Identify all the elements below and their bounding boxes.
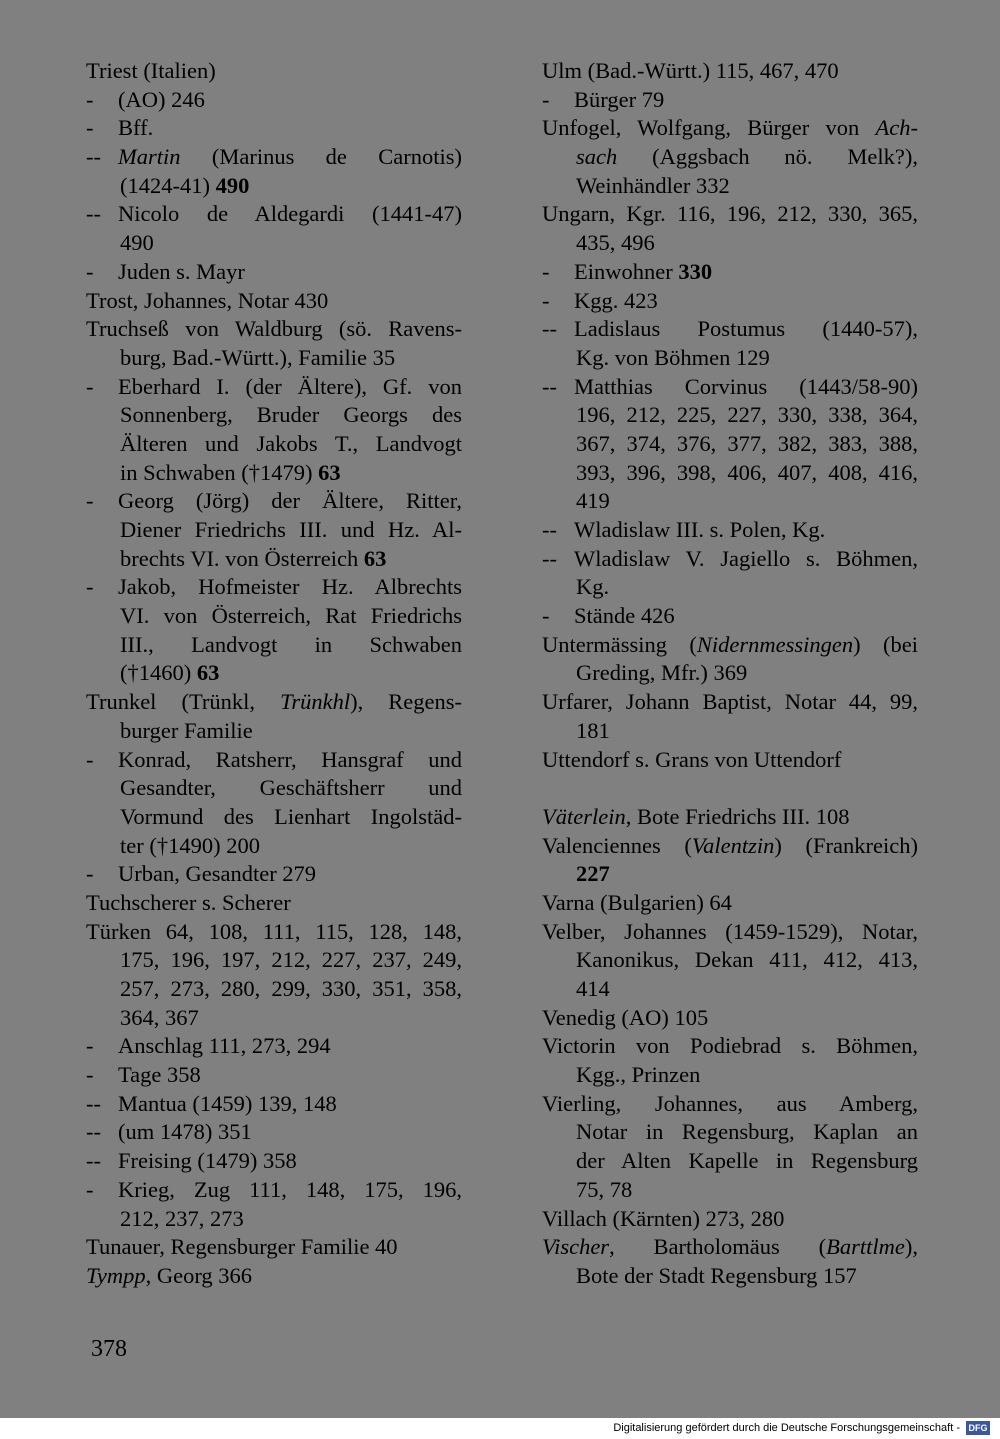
- index-entry: [86, 1233, 462, 1262]
- index-subentry: [86, 258, 462, 287]
- index-entry: [86, 688, 462, 717]
- index-entry: [542, 832, 918, 861]
- index-subentry: [86, 573, 462, 602]
- entry-text: (AO) 246: [118, 86, 205, 112]
- entry-text: Kanonikus, Dekan 411, 412, 413,: [576, 947, 918, 973]
- index-continuation: [542, 1118, 918, 1147]
- entry-text: Triest (Italien): [86, 58, 216, 83]
- blank-line: [542, 774, 918, 803]
- entry-text: 490: [120, 230, 154, 256]
- subentry-marker: -: [86, 488, 94, 514]
- index-continuation: [542, 229, 918, 258]
- entry-text: Mantua (1459) 139, 148: [118, 1090, 337, 1116]
- index-entry: [542, 631, 918, 660]
- entry-text: Tage 358: [118, 1062, 201, 1088]
- subentry-marker: -: [86, 574, 94, 600]
- index-continuation: [542, 860, 918, 889]
- subentry-marker: -: [542, 258, 550, 284]
- index-continuation: [86, 459, 462, 488]
- entry-text: Konrad, Ratsherr, Hansgraf und: [118, 746, 462, 772]
- index-subentry: [86, 1176, 462, 1205]
- index-entry: [86, 315, 462, 344]
- entry-text: Ulm (Bad.-Württ.) 115, 467, 470: [542, 58, 839, 83]
- index-subentry: [86, 200, 462, 229]
- entry-text: 75, 78: [576, 1176, 633, 1202]
- subentry-marker: -: [542, 86, 550, 112]
- subentry-marker: -: [86, 373, 94, 399]
- index-continuation: [86, 401, 462, 430]
- index-continuation: [542, 344, 918, 373]
- entry-text: 196, 212, 225, 227, 330, 338, 364,: [576, 402, 918, 428]
- entry-text: Juden s. Mayr: [118, 258, 245, 284]
- entry-text: 257, 273, 280, 299, 330, 351, 358,: [120, 976, 462, 1001]
- entry-text: Untermässing (Nidernmessingen) (bei: [542, 631, 918, 657]
- entry-text: Matthias Corvinus (1443/58-90): [574, 373, 918, 399]
- index-subentry: [86, 860, 462, 889]
- subentry-marker: --: [542, 517, 557, 542]
- index-continuation: [86, 430, 462, 459]
- index-continuation: [86, 774, 462, 803]
- index-entry: [542, 1205, 918, 1234]
- subentry-marker: -: [542, 603, 550, 629]
- entry-text: Bff.: [118, 115, 154, 141]
- entry-text: Urfarer, Johann Baptist, Notar 44, 99,: [542, 689, 918, 715]
- index-entry: [542, 114, 918, 143]
- subentry-marker: --: [542, 545, 557, 571]
- subentry-marker: --: [86, 144, 101, 170]
- index-entry: [86, 287, 462, 316]
- entry-text: 181: [576, 717, 610, 743]
- index-continuation: [86, 975, 462, 1004]
- subentry-marker: -: [86, 115, 94, 141]
- index-subentry: [542, 287, 918, 316]
- subentry-marker: -: [86, 1062, 94, 1088]
- index-continuation: [86, 516, 462, 545]
- index-subentry: [86, 487, 462, 516]
- index-entry: [542, 200, 918, 229]
- page-number: 378: [91, 1336, 127, 1362]
- entry-text: Vormund des Lienhart Ingolstäd-: [120, 803, 462, 829]
- index-entry: [542, 1233, 918, 1262]
- footer-text: Digitalisierung gefördert durch die Deutsche Forschungsgemeinschaft -: [613, 1422, 960, 1434]
- entry-text: Eberhard I. (der Ältere), Gf. von: [118, 373, 462, 399]
- index-continuation: [86, 545, 462, 574]
- entry-text: burg, Bad.-Württ.), Familie 35: [120, 344, 396, 370]
- index-subentry: [542, 373, 918, 402]
- entry-text: Martin (Marinus de Carnotis): [118, 144, 462, 170]
- index-continuation: [86, 803, 462, 832]
- index-continuation: [86, 717, 462, 746]
- entry-text: 419: [576, 488, 610, 514]
- subentry-marker: -: [86, 1176, 94, 1202]
- index-continuation: [86, 631, 462, 660]
- entry-text: (†1460) 63: [120, 660, 220, 686]
- subentry-marker: -: [86, 86, 94, 112]
- index-continuation: [542, 975, 918, 1004]
- subentry-marker: --: [542, 316, 557, 342]
- subentry-marker: --: [86, 201, 101, 227]
- entry-text: Notar in Regensburg, Kaplan an: [576, 1119, 918, 1145]
- entry-text: III., Landvogt in Schwaben: [120, 631, 462, 657]
- entry-text: Venedig (AO) 105: [542, 1004, 709, 1030]
- entry-text: ter (†1490) 200: [120, 832, 260, 858]
- index-subentry: [86, 746, 462, 775]
- index-continuation: [86, 659, 462, 688]
- entry-text: Valenciennes (Valentzin) (Frankreich): [542, 832, 918, 858]
- entry-text: Truchseß von Waldburg (sö. Ravens-: [86, 316, 462, 342]
- index-column-left: [86, 57, 462, 1291]
- index-continuation: [542, 430, 918, 459]
- entry-text: 367, 374, 376, 377, 382, 383, 388,: [576, 430, 918, 456]
- entry-text: 175, 196, 197, 212, 227, 237, 249,: [120, 947, 462, 973]
- entry-text: der Alten Kapelle in Regensburg: [576, 1148, 918, 1174]
- index-subentry: [86, 86, 462, 115]
- entry-text: Urban, Gesandter 279: [118, 861, 317, 887]
- index-entry: [542, 803, 918, 832]
- entry-text: (1424-41) 490: [120, 172, 250, 198]
- entry-text: Velber, Johannes (1459-1529), Notar,: [542, 918, 918, 944]
- entry-text: Tunauer, Regensburger Familie 40: [86, 1234, 398, 1260]
- entry-text: Bürger 79: [574, 86, 665, 112]
- entry-text: 414: [576, 976, 610, 1001]
- index-subentry: [542, 516, 918, 545]
- index-subentry: [542, 602, 918, 631]
- entry-text: Krieg, Zug 111, 148, 175, 196,: [118, 1176, 462, 1202]
- entry-text: Anschlag 111, 273, 294: [118, 1033, 331, 1059]
- index-column-right: [542, 57, 918, 1291]
- entry-text: Unfogel, Wolfgang, Bürger von Ach-: [542, 115, 918, 141]
- index-continuation: [86, 344, 462, 373]
- index-continuation: [542, 1176, 918, 1205]
- subentry-marker: --: [86, 1119, 101, 1145]
- entry-text: Kgg. 423: [574, 287, 658, 313]
- entry-text: Wladislaw III. s. Polen, Kg.: [574, 517, 826, 542]
- index-entry: [542, 746, 918, 775]
- subentry-marker: -: [542, 287, 550, 313]
- index-subentry: [86, 1032, 462, 1061]
- index-subentry: [542, 258, 918, 287]
- entry-text: Älteren und Jakobs T., Landvogt: [120, 430, 462, 456]
- index-subentry: [86, 1147, 462, 1176]
- subentry-marker: -: [86, 746, 94, 772]
- index-continuation: [542, 487, 918, 516]
- entry-text: Tuchscherer s. Scherer: [86, 889, 291, 915]
- index-continuation: [542, 1262, 918, 1291]
- entry-text: Gesandter, Geschäftsherr und: [120, 775, 462, 801]
- index-subentry: [542, 545, 918, 574]
- index-continuation: [542, 659, 918, 688]
- index-continuation: [542, 1061, 918, 1090]
- entry-text: Freising (1479) 358: [118, 1148, 297, 1174]
- index-continuation: [542, 172, 918, 201]
- entry-text: Vischer, Bartholomäus (Barttlme),: [542, 1234, 918, 1260]
- entry-text: Trunkel (Trünkl, Trünkhl), Regens-: [86, 689, 462, 715]
- index-continuation: [86, 229, 462, 258]
- dfg-logo: DFG: [966, 1421, 990, 1435]
- index-entry: [86, 918, 462, 947]
- entry-text: Väterlein, Bote Friedrichs III. 108: [542, 803, 850, 829]
- entry-text: brechts VI. von Österreich 63: [120, 545, 387, 571]
- entry-text: Weinhändler 332: [576, 172, 730, 198]
- index-subentry: [86, 373, 462, 402]
- entry-text: Trost, Johannes, Notar 430: [86, 287, 329, 313]
- subentry-marker: -: [86, 258, 94, 284]
- entry-text: Villach (Kärnten) 273, 280: [542, 1205, 785, 1231]
- index-continuation: [86, 602, 462, 631]
- index-continuation: [542, 573, 918, 602]
- entry-text: 227: [576, 861, 610, 887]
- index-entry: [542, 688, 918, 717]
- entry-text: Vierling, Johannes, aus Amberg,: [542, 1090, 918, 1116]
- entry-text: Georg (Jörg) der Ältere, Ritter,: [118, 488, 462, 514]
- entry-text: Sonnenberg, Bruder Georgs des: [120, 402, 462, 428]
- entry-text: Nicolo de Aldegardi (1441-47): [118, 201, 462, 227]
- index-continuation: [86, 946, 462, 975]
- entry-text: Kg. von Böhmen 129: [576, 344, 770, 370]
- index-subentry: [542, 315, 918, 344]
- index-entry: [86, 57, 462, 86]
- entry-text: Einwohner 330: [574, 258, 713, 284]
- index-continuation: [86, 172, 462, 201]
- index-continuation: [542, 143, 918, 172]
- index-subentry: [86, 1090, 462, 1119]
- index-subentry: [86, 143, 462, 172]
- index-entry: [542, 1004, 918, 1033]
- index-continuation: [86, 1004, 462, 1033]
- index-entry: [86, 889, 462, 918]
- entry-text: Kgg., Prinzen: [576, 1062, 701, 1088]
- index-continuation: [542, 459, 918, 488]
- entry-text: Jakob, Hofmeister Hz. Albrechts: [118, 574, 462, 600]
- entry-text: Kg.: [576, 574, 610, 600]
- subentry-marker: -: [86, 861, 94, 887]
- index-entry: [542, 1090, 918, 1119]
- entry-text: Uttendorf s. Grans von Uttendorf: [542, 746, 842, 772]
- entry-text: sach (Aggsbach nö. Melk?),: [576, 144, 918, 170]
- index-subentry: [542, 86, 918, 115]
- index-continuation: [542, 401, 918, 430]
- entry-text: Türken 64, 108, 111, 115, 128, 148,: [86, 918, 462, 944]
- entry-text: Victorin von Podiebrad s. Böhmen,: [542, 1033, 918, 1059]
- entry-text: Ladislaus Postumus (1440-57),: [574, 316, 918, 342]
- index-entry: [86, 1262, 462, 1291]
- entry-text: burger Familie: [120, 717, 253, 743]
- entry-text: 435, 496: [576, 230, 655, 256]
- index-entry: [542, 57, 918, 86]
- index-continuation: [86, 1205, 462, 1234]
- index-entry: [542, 1032, 918, 1061]
- subentry-marker: --: [86, 1090, 101, 1116]
- entry-text: Wladislaw V. Jagiello s. Böhmen,: [574, 545, 918, 571]
- index-continuation: [542, 946, 918, 975]
- entry-text: (um 1478) 351: [118, 1119, 252, 1145]
- subentry-marker: -: [86, 1033, 94, 1059]
- index-subentry: [86, 1061, 462, 1090]
- entry-text: Greding, Mfr.) 369: [576, 660, 748, 686]
- entry-text: Bote der Stadt Regensburg 157: [576, 1262, 857, 1288]
- index-continuation: [542, 1147, 918, 1176]
- entry-text: Stände 426: [574, 603, 675, 629]
- index-subentry: [86, 114, 462, 143]
- entry-text: VI. von Österreich, Rat Friedrichs: [120, 603, 462, 629]
- index-subentry: [86, 1118, 462, 1147]
- subentry-marker: --: [86, 1148, 101, 1174]
- subentry-marker: --: [542, 373, 557, 399]
- index-continuation: [86, 832, 462, 861]
- entry-text: in Schwaben (†1479) 63: [120, 459, 341, 485]
- entry-text: Varna (Bulgarien) 64: [542, 889, 732, 915]
- footer-bar: [0, 1418, 1000, 1439]
- entry-text: 364, 367: [120, 1004, 199, 1030]
- index-entry: [542, 918, 918, 947]
- entry-text: 393, 396, 398, 406, 407, 408, 416,: [576, 459, 918, 485]
- index-entry: [542, 889, 918, 918]
- entry-text: Ungarn, Kgr. 116, 196, 212, 330, 365,: [542, 201, 918, 227]
- entry-text: Tympp, Georg 366: [86, 1262, 253, 1288]
- entry-text: 212, 237, 273: [120, 1205, 244, 1231]
- index-continuation: [542, 717, 918, 746]
- entry-text: Diener Friedrichs III. und Hz. Al-: [120, 517, 462, 542]
